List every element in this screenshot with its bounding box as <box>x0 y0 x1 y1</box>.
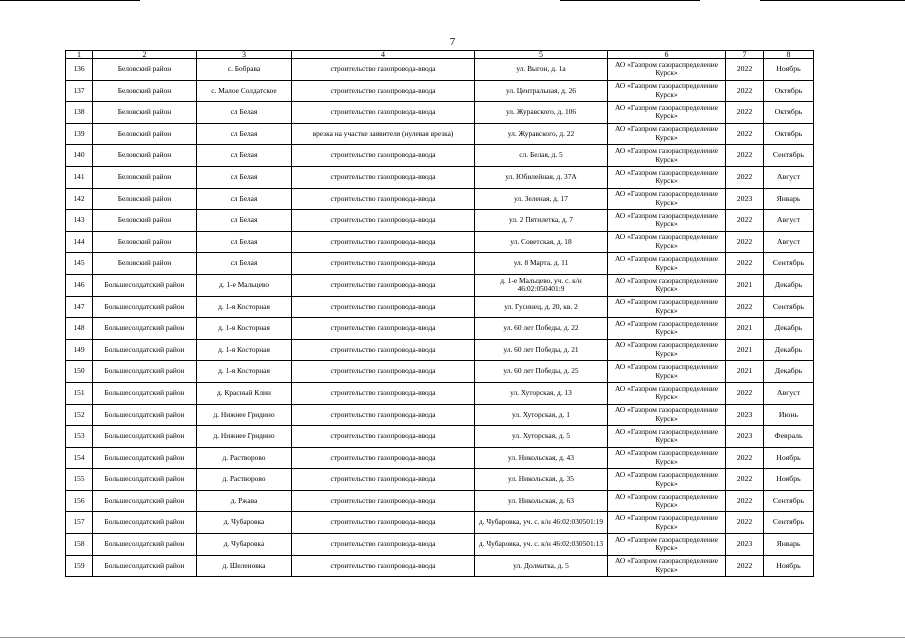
cell-address: ул. Юбилейная, д. 37А <box>475 166 608 188</box>
cell-row-number: 155 <box>66 469 93 491</box>
bottom-scan-line <box>0 637 905 638</box>
cell-work-type: врезка на участке заявителя (нулевая врезка) <box>292 123 475 145</box>
cell-organization: АО «Газпром газораспределение Курск» <box>608 426 726 448</box>
cell-row-number: 157 <box>66 512 93 534</box>
cell-organization: АО «Газпром газораспределение Курск» <box>608 253 726 275</box>
cell-organization: АО «Газпром газораспределение Курск» <box>608 59 726 81</box>
cell-settlement: д. Растворово <box>197 447 292 469</box>
cell-district: Большесолдатский район <box>93 361 197 383</box>
cell-year: 2023 <box>726 426 764 448</box>
cell-settlement: д. Нижнее Гридино <box>197 426 292 448</box>
cell-address: д. 1-е Мальцево, уч. с. к/н 46:02:050401:9 <box>475 274 608 296</box>
cell-month: Август <box>764 382 814 404</box>
cell-organization: АО «Газпром газораспределение Курск» <box>608 145 726 167</box>
cell-year: 2021 <box>726 339 764 361</box>
table-row <box>66 253 814 275</box>
cell-year: 2023 <box>726 404 764 426</box>
cell-settlement: сл Белая <box>197 188 292 210</box>
cell-row-number: 137 <box>66 80 93 102</box>
cell-address: ул. 60 лет Победы, д. 21 <box>475 339 608 361</box>
table-row <box>66 80 814 102</box>
cell-settlement: д. Шеленовка <box>197 555 292 577</box>
table-row <box>66 555 814 577</box>
table-row <box>66 145 814 167</box>
cell-organization: АО «Газпром газораспределение Курск» <box>608 80 726 102</box>
cell-year: 2023 <box>726 534 764 556</box>
cell-work-type: строительство газопровода-ввода <box>292 555 475 577</box>
cell-year: 2021 <box>726 361 764 383</box>
cell-organization: АО «Газпром газораспределение Курск» <box>608 296 726 318</box>
cell-district: Большесолдатский район <box>93 274 197 296</box>
cell-month: Ноябрь <box>764 555 814 577</box>
cell-month: Сентябрь <box>764 253 814 275</box>
cell-organization: АО «Газпром газораспределение Курск» <box>608 274 726 296</box>
cell-settlement: д. 1-я Косторная <box>197 339 292 361</box>
cell-year: 2022 <box>726 555 764 577</box>
cell-settlement: д. 1-я Косторная <box>197 318 292 340</box>
cell-year: 2023 <box>726 188 764 210</box>
cell-district: Беловский район <box>93 102 197 124</box>
column-header-year: 7 <box>726 51 764 59</box>
cell-work-type: строительство газопровода-ввода <box>292 102 475 124</box>
cell-work-type: строительство газопровода-ввода <box>292 490 475 512</box>
cell-district: Беловский район <box>93 59 197 81</box>
cell-year: 2022 <box>726 166 764 188</box>
cell-month: Август <box>764 210 814 232</box>
cell-district: Большесолдатский район <box>93 404 197 426</box>
cell-district: Беловский район <box>93 166 197 188</box>
cell-address: ул. Журавского, д. 106 <box>475 102 608 124</box>
cell-row-number: 148 <box>66 318 93 340</box>
cell-year: 2022 <box>726 469 764 491</box>
cell-work-type: строительство газопровода-ввода <box>292 188 475 210</box>
cell-year: 2022 <box>726 210 764 232</box>
table-row <box>66 512 814 534</box>
cell-work-type: строительство газопровода-ввода <box>292 59 475 81</box>
cell-work-type: строительство газопровода-ввода <box>292 361 475 383</box>
cell-address: ул. Долматка, д. 5 <box>475 555 608 577</box>
cell-settlement: д. Красный Клин <box>197 382 292 404</box>
table-row <box>66 231 814 253</box>
top-scan-line <box>0 0 905 3</box>
cell-settlement: сл Белая <box>197 102 292 124</box>
cell-settlement: сл Белая <box>197 166 292 188</box>
cell-month: Ноябрь <box>764 469 814 491</box>
cell-organization: АО «Газпром газораспределение Курск» <box>608 318 726 340</box>
cell-month: Август <box>764 166 814 188</box>
table-row <box>66 361 814 383</box>
cell-work-type: строительство газопровода-ввода <box>292 404 475 426</box>
cell-year: 2022 <box>726 447 764 469</box>
cell-month: Сентябрь <box>764 145 814 167</box>
cell-work-type: строительство газопровода-ввода <box>292 274 475 296</box>
cell-work-type: строительство газопровода-ввода <box>292 166 475 188</box>
cell-organization: АО «Газпром газораспределение Курск» <box>608 231 726 253</box>
cell-address: ул. 60 лет Победы, д. 25 <box>475 361 608 383</box>
cell-district: Большесолдатский район <box>93 426 197 448</box>
cell-row-number: 159 <box>66 555 93 577</box>
cell-year: 2022 <box>726 102 764 124</box>
column-header-district: 2 <box>93 51 197 59</box>
table-row <box>66 188 814 210</box>
cell-organization: АО «Газпром газораспределение Курск» <box>608 361 726 383</box>
table-row <box>66 296 814 318</box>
table-row <box>66 447 814 469</box>
cell-district: Большесолдатский район <box>93 382 197 404</box>
cell-month: Август <box>764 231 814 253</box>
cell-organization: АО «Газпром газораспределение Курск» <box>608 102 726 124</box>
column-header-month: 8 <box>764 51 814 59</box>
column-header-row-number: 1 <box>66 51 93 59</box>
cell-address: ул. Выгон, д. 1а <box>475 59 608 81</box>
cell-district: Большесолдатский район <box>93 296 197 318</box>
table-row <box>66 339 814 361</box>
cell-row-number: 153 <box>66 426 93 448</box>
cell-row-number: 150 <box>66 361 93 383</box>
cell-row-number: 141 <box>66 166 93 188</box>
cell-organization: АО «Газпром газораспределение Курск» <box>608 166 726 188</box>
table-row <box>66 102 814 124</box>
cell-row-number: 158 <box>66 534 93 556</box>
cell-settlement: д. 1-я Косторная <box>197 361 292 383</box>
cell-row-number: 140 <box>66 145 93 167</box>
cell-organization: АО «Газпром газораспределение Курск» <box>608 339 726 361</box>
cell-month: Январь <box>764 188 814 210</box>
cell-month: Февраль <box>764 426 814 448</box>
table-row <box>66 534 814 556</box>
cell-row-number: 154 <box>66 447 93 469</box>
cell-district: Беловский район <box>93 123 197 145</box>
cell-work-type: строительство газопровода-ввода <box>292 210 475 232</box>
cell-organization: АО «Газпром газораспределение Курск» <box>608 404 726 426</box>
cell-settlement: д. Чубаровка <box>197 512 292 534</box>
cell-settlement: д. Растворово <box>197 469 292 491</box>
cell-district: Беловский район <box>93 188 197 210</box>
cell-month: Ноябрь <box>764 447 814 469</box>
cell-year: 2022 <box>726 145 764 167</box>
cell-month: Октябрь <box>764 80 814 102</box>
cell-month: Сентябрь <box>764 296 814 318</box>
cell-settlement: сл Белая <box>197 253 292 275</box>
cell-settlement: д. 1-я Косторная <box>197 296 292 318</box>
cell-row-number: 138 <box>66 102 93 124</box>
cell-row-number: 142 <box>66 188 93 210</box>
table-header-row <box>66 51 814 59</box>
cell-work-type: строительство газопровода-ввода <box>292 447 475 469</box>
cell-district: Большесолдатский район <box>93 555 197 577</box>
cell-address: сл. Белая, д. 5 <box>475 145 608 167</box>
column-header-address: 5 <box>475 51 608 59</box>
cell-work-type: строительство газопровода-ввода <box>292 512 475 534</box>
cell-month: Декабрь <box>764 318 814 340</box>
cell-work-type: строительство газопровода-ввода <box>292 469 475 491</box>
cell-address: ул. Хуторская, д. 1 <box>475 404 608 426</box>
cell-month: Сентябрь <box>764 490 814 512</box>
page-number: 7 <box>449 36 456 48</box>
cell-address: ул. Хуторская, д. 5 <box>475 426 608 448</box>
table-row <box>66 274 814 296</box>
gasification-table <box>65 50 814 577</box>
cell-month: Ноябрь <box>764 59 814 81</box>
cell-work-type: строительство газопровода-ввода <box>292 231 475 253</box>
cell-address: д. Чубаровка, уч. с. к/н 46:02:030501:19 <box>475 512 608 534</box>
cell-year: 2021 <box>726 274 764 296</box>
cell-organization: АО «Газпром газораспределение Курск» <box>608 534 726 556</box>
cell-district: Беловский район <box>93 145 197 167</box>
cell-row-number: 143 <box>66 210 93 232</box>
cell-row-number: 149 <box>66 339 93 361</box>
cell-month: Январь <box>764 534 814 556</box>
cell-settlement: сл Белая <box>197 210 292 232</box>
cell-row-number: 139 <box>66 123 93 145</box>
table-row <box>66 469 814 491</box>
cell-organization: АО «Газпром газораспределение Курск» <box>608 123 726 145</box>
column-header-organization: 6 <box>608 51 726 59</box>
cell-organization: АО «Газпром газораспределение Курск» <box>608 447 726 469</box>
cell-work-type: строительство газопровода-ввода <box>292 534 475 556</box>
column-header-settlement: 3 <box>197 51 292 59</box>
cell-district: Беловский район <box>93 253 197 275</box>
cell-year: 2022 <box>726 253 764 275</box>
cell-work-type: строительство газопровода-ввода <box>292 145 475 167</box>
cell-year: 2022 <box>726 296 764 318</box>
cell-month: Декабрь <box>764 361 814 383</box>
table-row <box>66 318 814 340</box>
cell-year: 2022 <box>726 231 764 253</box>
cell-work-type: строительство газопровода-ввода <box>292 339 475 361</box>
cell-district: Большесолдатский район <box>93 339 197 361</box>
cell-work-type: строительство газопровода-ввода <box>292 253 475 275</box>
cell-address: ул. Никольская, д. 35 <box>475 469 608 491</box>
cell-address: ул. 60 лет Победы, д. 22 <box>475 318 608 340</box>
cell-address: ул. 2 Пятилетка, д. 7 <box>475 210 608 232</box>
cell-row-number: 152 <box>66 404 93 426</box>
cell-organization: АО «Газпром газораспределение Курск» <box>608 210 726 232</box>
cell-settlement: с. Бобрава <box>197 59 292 81</box>
cell-organization: АО «Газпром газораспределение Курск» <box>608 469 726 491</box>
cell-row-number: 145 <box>66 253 93 275</box>
cell-settlement: сл Белая <box>197 123 292 145</box>
table-row <box>66 166 814 188</box>
cell-settlement: сл Белая <box>197 231 292 253</box>
cell-district: Большесолдатский район <box>93 512 197 534</box>
cell-year: 2022 <box>726 59 764 81</box>
table-row <box>66 382 814 404</box>
cell-address: ул. Зеленая, д. 17 <box>475 188 608 210</box>
cell-address: ул. Центральная, д. 26 <box>475 80 608 102</box>
cell-row-number: 156 <box>66 490 93 512</box>
cell-settlement: д. 1-е Мальцево <box>197 274 292 296</box>
cell-month: Июнь <box>764 404 814 426</box>
cell-settlement: д. Ржава <box>197 490 292 512</box>
cell-district: Беловский район <box>93 210 197 232</box>
cell-organization: АО «Газпром газораспределение Курск» <box>608 512 726 534</box>
cell-work-type: строительство газопровода-ввода <box>292 382 475 404</box>
cell-address: ул. 8 Марта, д. 11 <box>475 253 608 275</box>
cell-year: 2021 <box>726 318 764 340</box>
cell-settlement: д. Чубаровка <box>197 534 292 556</box>
cell-settlement: сл Белая <box>197 145 292 167</box>
cell-district: Большесолдатский район <box>93 469 197 491</box>
cell-year: 2022 <box>726 80 764 102</box>
cell-organization: АО «Газпром газораспределение Курск» <box>608 382 726 404</box>
cell-address: ул. Советская, д. 18 <box>475 231 608 253</box>
cell-row-number: 136 <box>66 59 93 81</box>
cell-year: 2022 <box>726 490 764 512</box>
cell-district: Большесолдатский район <box>93 447 197 469</box>
cell-organization: АО «Газпром газораспределение Курск» <box>608 555 726 577</box>
cell-month: Декабрь <box>764 274 814 296</box>
cell-year: 2022 <box>726 382 764 404</box>
cell-district: Беловский район <box>93 80 197 102</box>
cell-work-type: строительство газопровода-ввода <box>292 80 475 102</box>
cell-address: ул. Гусинец, д. 20, кв. 2 <box>475 296 608 318</box>
cell-address: ул. Хуторская, д. 13 <box>475 382 608 404</box>
cell-row-number: 151 <box>66 382 93 404</box>
table-row <box>66 210 814 232</box>
cell-district: Большесолдатский район <box>93 490 197 512</box>
cell-organization: АО «Газпром газораспределение Курск» <box>608 490 726 512</box>
cell-month: Октябрь <box>764 102 814 124</box>
cell-settlement: с. Малое Солдатское <box>197 80 292 102</box>
cell-year: 2022 <box>726 512 764 534</box>
table-row <box>66 123 814 145</box>
table-row <box>66 426 814 448</box>
cell-year: 2022 <box>726 123 764 145</box>
cell-address: ул. Никольская, д. 63 <box>475 490 608 512</box>
table-row <box>66 404 814 426</box>
cell-month: Октябрь <box>764 123 814 145</box>
cell-month: Сентябрь <box>764 512 814 534</box>
cell-district: Большесолдатский район <box>93 318 197 340</box>
cell-district: Беловский район <box>93 231 197 253</box>
cell-row-number: 146 <box>66 274 93 296</box>
cell-work-type: строительство газопровода-ввода <box>292 296 475 318</box>
cell-row-number: 147 <box>66 296 93 318</box>
cell-district: Большесолдатский район <box>93 534 197 556</box>
cell-work-type: строительство газопровода-ввода <box>292 318 475 340</box>
cell-address: ул. Никольская, д. 43 <box>475 447 608 469</box>
table-row <box>66 59 814 81</box>
cell-organization: АО «Газпром газораспределение Курск» <box>608 188 726 210</box>
cell-work-type: строительство газопровода-ввода <box>292 426 475 448</box>
table-row <box>66 490 814 512</box>
cell-month: Декабрь <box>764 339 814 361</box>
cell-address: д. Чубаровка, уч. с. к/н 46:02:030501:13 <box>475 534 608 556</box>
cell-settlement: д. Нижнее Гридино <box>197 404 292 426</box>
cell-address: ул. Журавского, д. 22 <box>475 123 608 145</box>
cell-row-number: 144 <box>66 231 93 253</box>
column-header-work-type: 4 <box>292 51 475 59</box>
